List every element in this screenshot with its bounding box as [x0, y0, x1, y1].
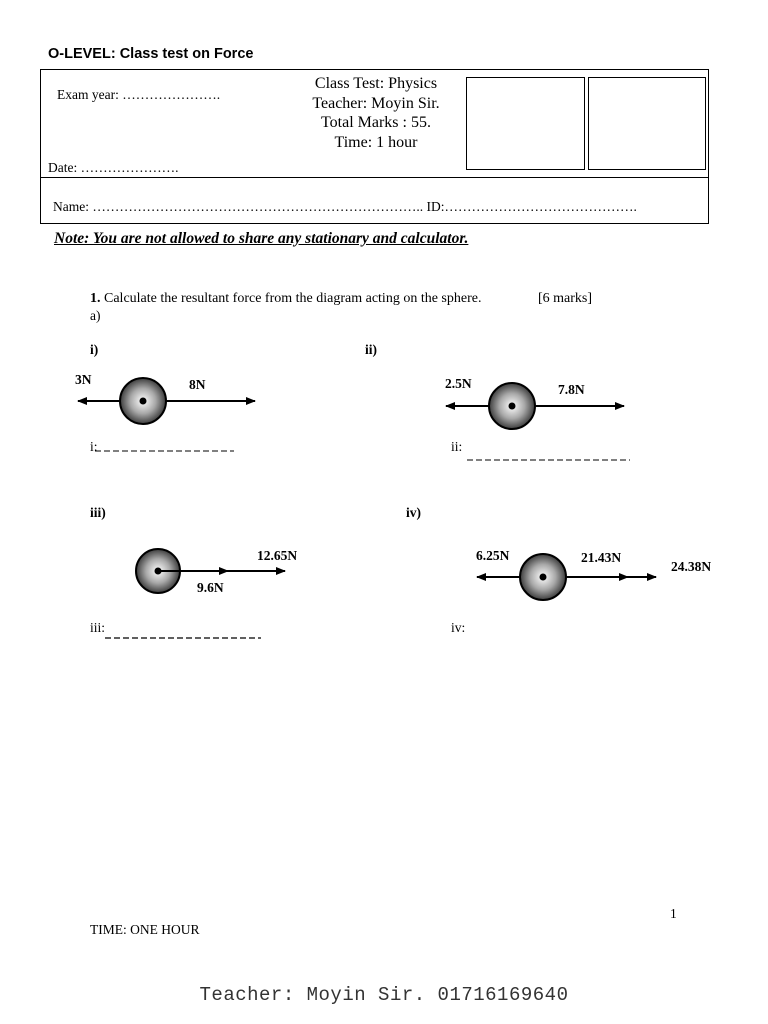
force-label: 6.25N — [476, 548, 510, 563]
teacher-label: Teacher: Moyin Sir. — [312, 94, 440, 112]
force-label: 8N — [189, 377, 206, 392]
note-text: Note: You are not allowed to share any stationary and calculator. — [54, 230, 469, 247]
question-marks: [6 marks] — [538, 291, 593, 306]
total-marks-label: Total Marks : 55. — [321, 114, 431, 131]
sphere-center — [540, 574, 547, 581]
diagram-label-iv: iv) — [406, 505, 421, 520]
class-test-label: Class Test: Physics — [314, 75, 438, 92]
diagram-iv — [477, 554, 656, 600]
force-label: 7.8N — [558, 382, 585, 397]
answer-label-ii: ii: — [451, 439, 463, 454]
question-number: 1. — [90, 291, 101, 306]
question-text: Calculate the resultant force from the diagram acting on the sphere. — [104, 291, 482, 306]
time-label: Time: 1 hour — [334, 133, 418, 151]
diagram-label-iii: iii) — [90, 505, 106, 520]
part-label: a) — [90, 308, 101, 323]
sphere-center — [509, 403, 516, 410]
name-id-field: Name: ……………………………………………………………….. ID:……………………………………. — [53, 199, 637, 214]
footer-time: TIME: ONE HOUR — [90, 922, 200, 937]
page-number: 1 — [670, 906, 677, 921]
answer-label-iv: iv: — [451, 620, 466, 635]
force-label: 9.6N — [197, 580, 224, 595]
answer-label-i: i: — [90, 439, 98, 454]
exam-year-field: Exam year: …………………. — [57, 87, 221, 102]
diagram-label-i: i) — [90, 342, 99, 357]
answer-label-iii: iii: — [90, 620, 106, 635]
force-label: 24.38N — [671, 559, 712, 574]
teacher-contact-watermark: Teacher: Moyin Sir. 01716169640 — [199, 984, 569, 1006]
date-field: Date: …………………. — [48, 160, 179, 175]
test-title: O-LEVEL: Class test on Force — [48, 46, 254, 62]
diagram-ii — [446, 383, 624, 429]
diagram-iii — [136, 549, 285, 593]
force-label: 2.5N — [445, 376, 472, 391]
force-label: 3N — [75, 372, 92, 387]
force-label: 12.65N — [257, 548, 298, 563]
force-label: 21.43N — [581, 550, 622, 565]
diagram-label-ii: ii) — [365, 342, 377, 357]
diagram-i — [78, 378, 255, 424]
sphere-center — [140, 398, 147, 405]
sphere-center — [155, 568, 162, 575]
